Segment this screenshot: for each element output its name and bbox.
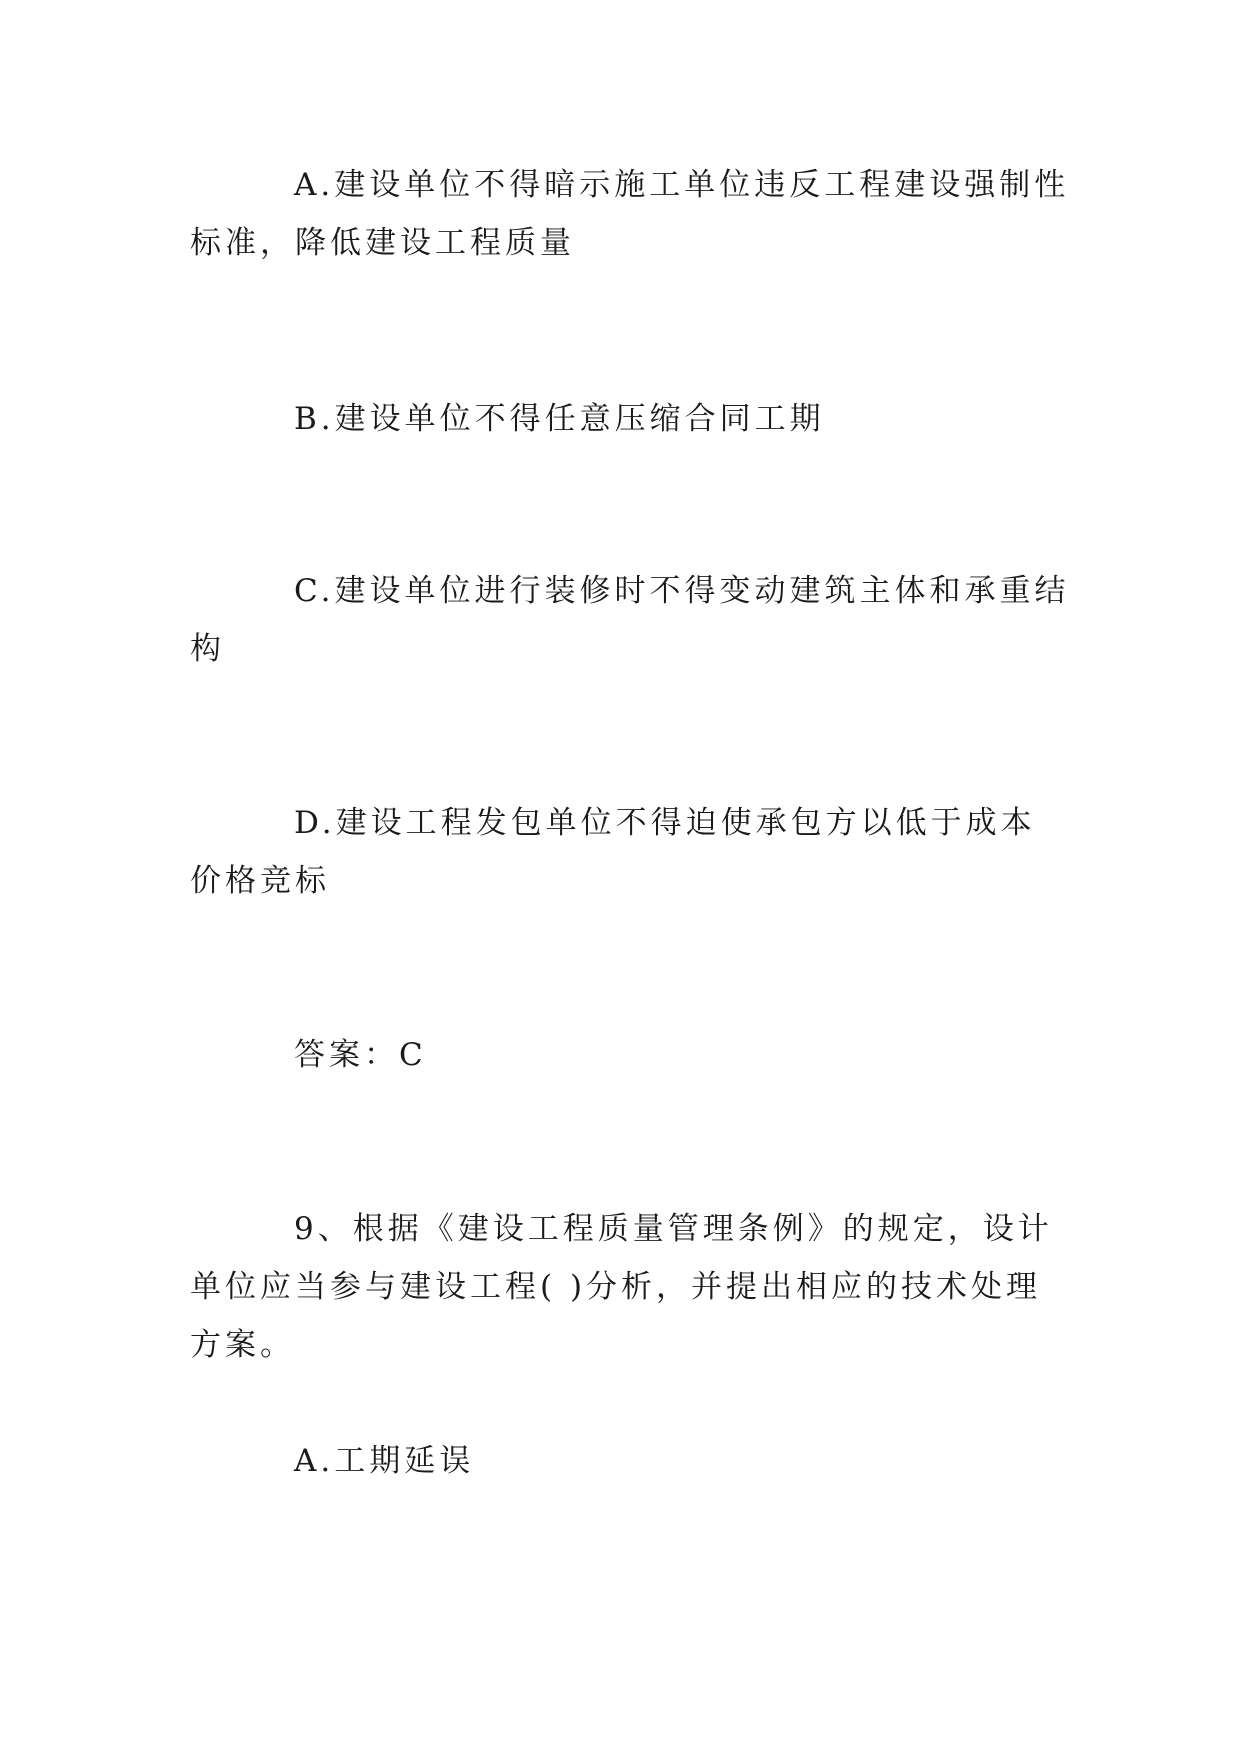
answer-text: 答案：C <box>294 1037 427 1073</box>
question-9-text: 9、根据《建设工程质量管理条例》的规定，设计单位应当参与建设工程( )分析，并提出相应的技术处理方案。 <box>190 1211 1053 1363</box>
option-b-text: B.建设单位不得任意压缩合同工期 <box>294 401 825 437</box>
option-c-text: C.建设单位进行装修时不得变动建筑主体和承重结构 <box>190 573 1070 667</box>
question-9-option-a-text: A.工期延误 <box>294 1443 475 1479</box>
option-d-text: D.建设工程发包单位不得迫使承包方以低于成本价格竞标 <box>190 805 1036 899</box>
option-a-text: A.建设单位不得暗示施工单位违反工程建设强制性标准，降低建设工程质量 <box>190 167 1070 261</box>
